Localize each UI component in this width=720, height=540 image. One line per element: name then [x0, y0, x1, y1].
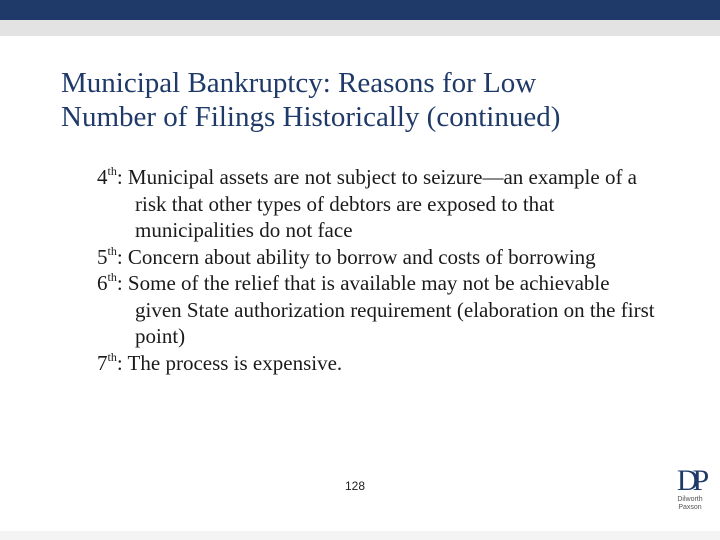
- reason-text: : The process is expensive.: [116, 350, 343, 375]
- firm-logo: [665, 466, 715, 526]
- footer-strip: [0, 531, 720, 540]
- logo-mark-icon: DP: [676, 464, 704, 497]
- reason-item-7: [97, 350, 657, 377]
- reason-item-6: [97, 270, 657, 350]
- reason-text: : Concern about ability to borrow and costs of borrowing: [116, 244, 596, 269]
- reason-text: : Municipal assets are not subject to seizure—an example of a risk that other types of debtors are exposed to that municipalities do not face: [116, 165, 638, 242]
- reason-item-5: [97, 244, 657, 271]
- page-number: 128: [344, 479, 366, 493]
- slide-title-line-2: Number of Filings Historically (continued): [61, 101, 561, 133]
- reason-number: 7: [97, 350, 108, 375]
- logo-name-line-2: Paxson: [678, 504, 702, 511]
- reason-number: 5: [97, 244, 108, 269]
- header-bar: [0, 0, 720, 20]
- ordinal-suffix: th: [107, 270, 117, 284]
- slide-title-line-1: Municipal Bankruptcy: Reasons for Low: [61, 67, 537, 99]
- reason-number: 6: [97, 271, 108, 295]
- reasons-list: [97, 164, 657, 376]
- reason-item-4: [97, 164, 657, 244]
- logo-name-line-1: Dilworth: [677, 496, 703, 503]
- slide-title: [61, 66, 681, 134]
- header-band: [0, 20, 720, 36]
- ordinal-suffix: th: [107, 349, 117, 364]
- ordinal-suffix: th: [107, 243, 117, 258]
- reason-text: : Some of the relief that is available may not be achievable given State authorization requirement (elaboration on the first point): [116, 271, 655, 348]
- reason-number: 4: [97, 165, 108, 189]
- ordinal-suffix: th: [107, 164, 117, 178]
